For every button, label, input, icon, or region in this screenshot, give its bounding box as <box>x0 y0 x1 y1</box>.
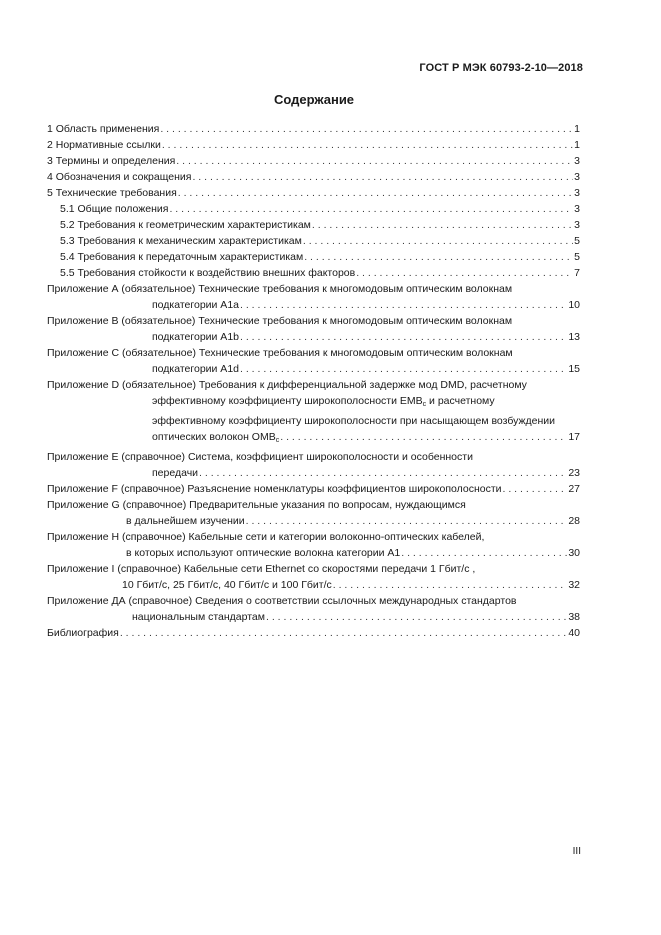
toc-entry-tail <box>47 545 580 561</box>
toc-page-number: 3 <box>574 171 580 183</box>
toc-page-number: 5 <box>574 235 580 247</box>
subscript: c <box>422 401 427 408</box>
toc-entry-tail <box>47 361 580 377</box>
toc-appendix-c[interactable] <box>47 345 580 377</box>
toc-entry-tail <box>47 609 580 625</box>
toc-entry-text: Приложение D (обязательное) Требования к дифференциальной задержке мод DMD, расчетному <box>47 379 527 391</box>
dot-leader <box>160 121 573 137</box>
toc-entry-tail <box>47 429 580 449</box>
toc-appendix-g[interactable] <box>47 497 580 529</box>
toc-entry-tail <box>47 513 580 529</box>
toc-page-number: 17 <box>568 431 580 443</box>
toc-entry-text: Приложение G (справочное) Предварительные указания по вопросам, нуждающимся <box>47 499 466 511</box>
toc-entry-text: Приложение Н (справочное) Кабельные сети и категории волоконно-оптических кабелей, <box>47 531 485 543</box>
toc-entry-text: 5.4 Требования к передаточным характеристикам <box>60 251 304 263</box>
toc-page-number: 10 <box>568 299 580 311</box>
toc-entry-text: в которых используют оптические волокна категории А1 <box>126 547 401 559</box>
toc-entry-text: Библиография <box>47 627 119 639</box>
dot-leader <box>199 465 567 481</box>
toc-appendix-b[interactable] <box>47 313 580 345</box>
toc-page-number: 27 <box>568 483 580 495</box>
toc-page-number: 1 <box>574 139 580 151</box>
dot-leader <box>266 609 567 625</box>
toc-appendix-e[interactable] <box>47 449 580 481</box>
toc-entry-text-part: эффективному коэффициенту широкополосности EMB <box>152 395 423 407</box>
toc-entry-text: 5.5 Требования стойкости к воздействию внешних факторов <box>60 267 356 279</box>
dot-leader <box>503 481 568 497</box>
toc-bibliography[interactable] <box>47 625 580 641</box>
dot-leader <box>162 137 573 153</box>
dot-leader <box>401 545 567 561</box>
toc-entry-text: Приложение ДА (справочное) Сведения о соответствии ссылочных международных стандартов <box>47 595 517 607</box>
toc-entry-text-part: оптических волокон OMB <box>152 431 276 443</box>
toc-subentry[interactable] <box>47 217 580 233</box>
toc-entry-text: Приложение I (справочное) Кабельные сети Ethernet со скоростями передачи 1 Гбит/с , <box>47 563 476 575</box>
standard-code-header: ГОСТ Р МЭК 60793-2-10—2018 <box>419 62 583 74</box>
toc-page-number: 1 <box>574 123 580 135</box>
toc-entry-text: национальным стандартам <box>132 611 265 623</box>
toc-entry-text: 3 Термины и определения <box>47 155 176 167</box>
toc-entry-text: подкатегории А1d <box>152 363 239 375</box>
dot-leader <box>303 233 573 249</box>
toc-entry-text: Приложение Е (справочное) Система, коэффициент широкополосности и особенности <box>47 451 473 463</box>
dot-leader <box>169 201 573 217</box>
toc-page-number: 3 <box>574 203 580 215</box>
toc-appendix-d[interactable] <box>47 377 580 449</box>
page-number: III <box>572 846 581 857</box>
dot-leader <box>312 217 573 233</box>
toc-entry-text: подкатегории А1а <box>152 299 239 311</box>
dot-leader <box>120 625 567 641</box>
toc-entry-text <box>152 429 279 449</box>
toc-appendix-da[interactable] <box>47 593 580 625</box>
toc-page-number: 38 <box>568 611 580 623</box>
toc-page-number: 23 <box>568 467 580 479</box>
toc-entry-text: 10 Гбит/с, 25 Гбит/с, 40 Гбит/с и 100 Гбит/с <box>122 579 332 591</box>
toc-page-number: 3 <box>574 187 580 199</box>
toc-entry-text: Приложение С (обязательное) Технические требования к многомодовым оптическим волокнам <box>47 347 513 359</box>
toc-page-number: 28 <box>568 515 580 527</box>
toc-entry-text: 5.1 Общие положения <box>60 203 169 215</box>
toc-page-number: 13 <box>568 331 580 343</box>
dot-leader <box>280 429 567 445</box>
toc-subentry[interactable] <box>47 233 580 249</box>
toc-entry-text: 1 Область применения <box>47 123 160 135</box>
toc-page-number: 30 <box>568 547 580 559</box>
toc-entry[interactable] <box>47 185 580 201</box>
toc-entry[interactable] <box>47 169 580 185</box>
toc-entry-text: 5 Технические требования <box>47 187 177 199</box>
dot-leader <box>240 297 567 313</box>
toc-entry-text-part: и расчетному <box>426 395 495 407</box>
toc-entry-text <box>47 393 580 413</box>
toc-page-number: 40 <box>568 627 580 639</box>
toc-page-number: 5 <box>574 251 580 263</box>
dot-leader <box>176 153 573 169</box>
toc-entry-text: передачи <box>152 467 199 479</box>
toc-entry-text: 2 Нормативные ссылки <box>47 139 161 151</box>
toc-entry-text: Приложение F (справочное) Разъяснение номенклатуры коэффициентов широкополосности <box>47 483 502 495</box>
toc-entry-text: Приложение А (обязательное) Технические требования к многомодовым оптическим волокнам <box>47 283 513 295</box>
toc-subentry[interactable] <box>47 265 580 281</box>
toc-entry-text: подкатегории А1b <box>152 331 239 343</box>
toc-subentry[interactable] <box>47 249 580 265</box>
toc-entry-tail <box>47 329 580 345</box>
toc-page-number: 15 <box>568 363 580 375</box>
toc-title: Содержание <box>273 92 355 107</box>
toc-entry-text: 5.2 Требования к геометрическим характеристикам <box>60 219 311 231</box>
toc-entry[interactable] <box>47 137 580 153</box>
toc-entry-text: 4 Обозначения и сокращения <box>47 171 192 183</box>
toc-entry-tail <box>47 577 580 593</box>
toc-entry-text: Приложение В (обязательное) Технические требования к многомодовым оптическим волокнам <box>47 315 513 327</box>
toc-appendix-i[interactable] <box>47 561 580 593</box>
dot-leader <box>240 329 567 345</box>
dot-leader <box>246 513 568 529</box>
toc-entry[interactable] <box>47 153 580 169</box>
toc-appendix-h[interactable] <box>47 529 580 561</box>
toc-entry-text: 5.3 Требования к механическим характеристикам <box>60 235 302 247</box>
toc-page-number: 32 <box>568 579 580 591</box>
toc-appendix-a[interactable] <box>47 281 580 313</box>
toc-appendix-f[interactable] <box>47 481 580 497</box>
toc-entry-tail <box>47 297 580 313</box>
toc-entry-tail <box>47 465 580 481</box>
table-of-contents <box>47 121 580 641</box>
toc-page-number: 7 <box>574 267 580 279</box>
dot-leader <box>333 577 568 593</box>
toc-entry-text: эффективному коэффициенту широкополосности при насыщающем возбуждении <box>152 415 556 427</box>
subscript: c <box>275 437 280 444</box>
toc-page-number: 3 <box>574 219 580 231</box>
toc-entry[interactable] <box>47 121 580 137</box>
dot-leader <box>240 361 567 377</box>
dot-leader <box>356 265 573 281</box>
dot-leader <box>192 169 573 185</box>
toc-page-number: 3 <box>574 155 580 167</box>
dot-leader <box>178 185 573 201</box>
toc-entry-text: в дальнейшем изучении <box>126 515 245 527</box>
toc-subentry[interactable] <box>47 201 580 217</box>
dot-leader <box>304 249 573 265</box>
